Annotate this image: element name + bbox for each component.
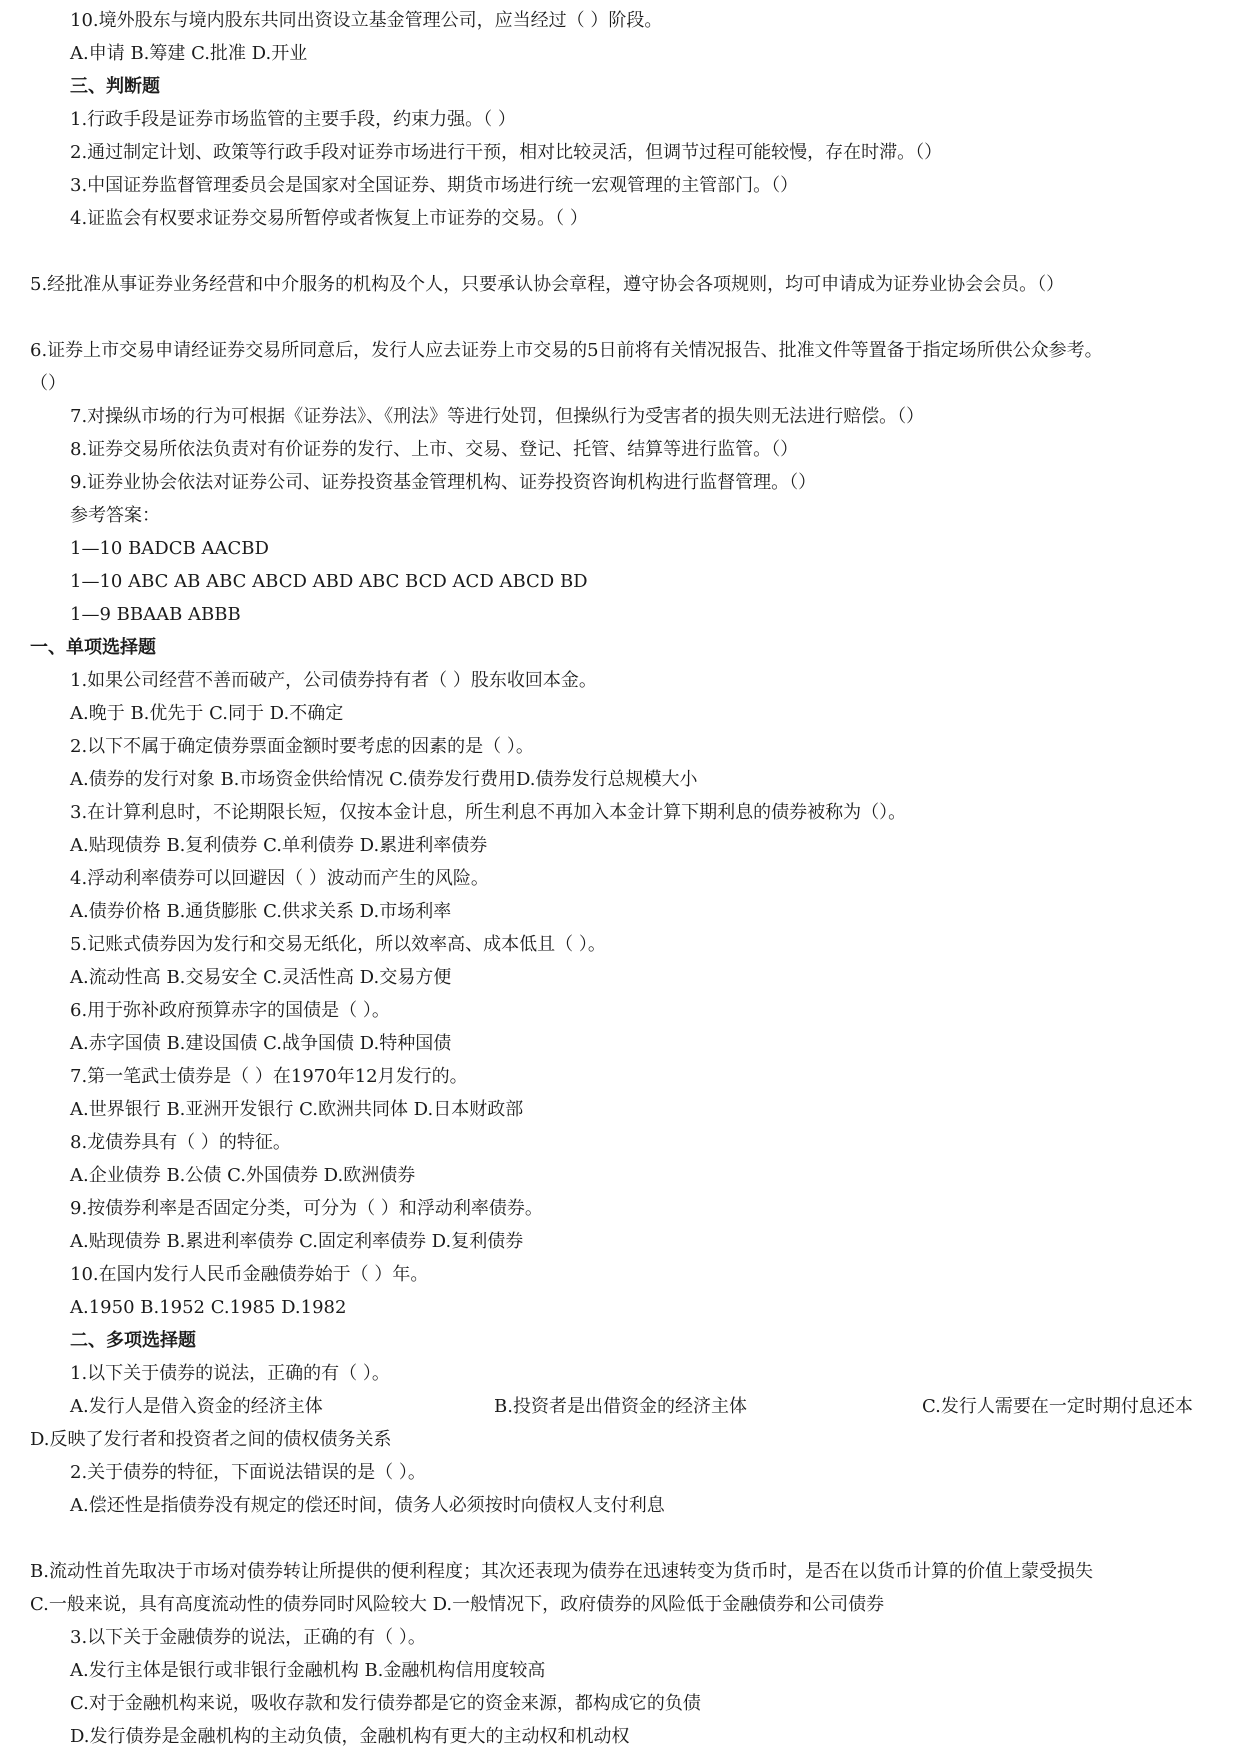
multi-question-2-option-cd: C.一般来说，具有高度流动性的债券同时风险较大 D.一般情况下，政府债券的风险低于金融债券和公司债券 xyxy=(30,1594,885,1615)
judge-item-3: 3.中国证券监督管理委员会是国家对全国证券、期货市场进行统一宏观管理的主管部门。（） xyxy=(70,175,799,196)
single-question-6: 6.用于弥补政府预算赤字的国债是（ ）。 xyxy=(70,1000,390,1021)
section-heading-multi: 二、多项选择题 xyxy=(70,1330,196,1351)
single-question-5: 5.记账式债券因为发行和交易无纸化，所以效率高、成本低且（ ）。 xyxy=(70,934,606,955)
multi-question-2: 2.关于债券的特征，下面说法错误的是（ ）。 xyxy=(70,1462,426,1483)
section-heading-judge: 三、判断题 xyxy=(70,76,160,97)
single-question-2: 2.以下不属于确定债券票面金额时要考虑的因素的是（ ）。 xyxy=(70,736,534,757)
single-question-1: 1.如果公司经营不善而破产，公司债券持有者（ ）股东收回本金。 xyxy=(70,670,597,691)
single-question-6-options: A.赤字国债 B.建设国债 C.战争国债 D.特种国债 xyxy=(70,1033,452,1054)
multi-question-1-option-b: B.投资者是出借资金的经济主体 xyxy=(494,1396,747,1417)
judge-item-9: 9.证券业协会依法对证券公司、证券投资基金管理机构、证券投资咨询机构进行监督管理。（） xyxy=(70,472,817,493)
section-heading-single: 一、单项选择题 xyxy=(30,637,156,658)
multi-question-3-options-ab: A.发行主体是银行或非银行金融机构 B.金融机构信用度较高 xyxy=(70,1660,546,1681)
judge-item-5: 5.经批准从事证券业务经营和中介服务的机构及个人，只要承认协会章程，遵守协会各项规则，均可申请成为证券业协会会员。（） xyxy=(30,274,1065,295)
judge-item-6-cont: （） xyxy=(30,373,66,394)
single-question-8-options: A.企业债券 B.公债 C.外国债券 D.欧洲债券 xyxy=(70,1165,416,1186)
judge-item-8: 8.证券交易所依法负责对有价证券的发行、上市、交易、登记、托管、结算等进行监管。（） xyxy=(70,439,799,460)
judge-item-4: 4.证监会有权要求证券交易所暂停或者恢复上市证券的交易。（ ） xyxy=(70,208,588,229)
single-question-9-options: A.贴现债券 B.累进利率债券 C.固定利率债券 D.复利债券 xyxy=(70,1231,524,1252)
multi-question-3-option-d: D.发行债券是金融机构的主动负债，金融机构有更大的主动权和机动权 xyxy=(70,1726,630,1747)
single-question-3-options: A.贴现债券 B.复利债券 C.单利债券 D.累进利率债券 xyxy=(70,835,488,856)
single-question-10: 10.在国内发行人民币金融债券始于（ ）年。 xyxy=(70,1264,429,1285)
single-question-9: 9.按债券利率是否固定分类，可分为（ ）和浮动利率债券。 xyxy=(70,1198,543,1219)
multi-question-1-option-d: D.反映了发行者和投资者之间的债权债务关系 xyxy=(30,1429,392,1450)
multi-question-1-option-a: A.发行人是借入资金的经济主体 xyxy=(70,1396,323,1417)
multi-question-1-option-c: C.发行人需要在一定时期付息还本 xyxy=(922,1396,1193,1417)
answers-label: 参考答案： xyxy=(70,505,160,526)
single-question-2-options: A.债券的发行对象 B.市场资金供给情况 C.债券发行费用D.债券发行总规模大小 xyxy=(70,769,698,790)
multi-question-3-option-c: C.对于金融机构来说，吸收存款和发行债券都是它的资金来源，都构成它的负债 xyxy=(70,1693,701,1714)
judge-item-2: 2.通过制定计划、政策等行政手段对证券市场进行干预，相对比较灵活，但调节过程可能较慢，存在时滞。（） xyxy=(70,142,943,163)
single-question-7-options: A.世界银行 B.亚洲开发银行 C.欧洲共同体 D.日本财政部 xyxy=(70,1099,524,1120)
answer-line-1: 1—10 BADCB AACBD xyxy=(70,538,269,559)
single-question-10-options: A.1950 B.1952 C.1985 D.1982 xyxy=(70,1297,347,1318)
answer-line-2: 1—10 ABC AB ABC ABCD ABD ABC BCD ACD ABCD BD xyxy=(70,571,588,592)
single-question-4-options: A.债券价格 B.通货膨胀 C.供求关系 D.市场利率 xyxy=(70,901,452,922)
question-10-prev: 10.境外股东与境内股东共同出资设立基金管理公司，应当经过（ ）阶段。 xyxy=(70,10,663,31)
judge-item-1: 1.行政手段是证券市场监管的主要手段，约束力强。（ ） xyxy=(70,109,516,130)
judge-item-7: 7.对操纵市场的行为可根据《证券法》、《刑法》等进行处罚，但操纵行为受害者的损失则无法进行赔偿。（） xyxy=(70,406,925,427)
multi-question-2-option-b: B.流动性首先取决于市场对债券转让所提供的便利程度；其次还表现为债券在迅速转变为货币时，是否在以货币计算的价值上蒙受损失 xyxy=(30,1561,1093,1582)
question-10-prev-options: A.申请 B.筹建 C.批准 D.开业 xyxy=(70,43,308,64)
multi-question-1: 1.以下关于债券的说法，正确的有（ ）。 xyxy=(70,1363,390,1384)
judge-item-6: 6.证券上市交易申请经证券交易所同意后，发行人应去证券上市交易的5日前将有关情况报告、批准文件等置备于指定场所供公众参考。 xyxy=(30,340,1103,361)
single-question-7: 7.第一笔武士债券是（ ）在1970年12月发行的。 xyxy=(70,1066,468,1087)
single-question-8: 8.龙债券具有（ ）的特征。 xyxy=(70,1132,291,1153)
single-question-5-options: A.流动性高 B.交易安全 C.灵活性高 D.交易方便 xyxy=(70,967,452,988)
answer-line-3: 1—9 BBAAB ABBB xyxy=(70,604,241,625)
single-question-3: 3.在计算利息时，不论期限长短，仅按本金计息，所生利息不再加入本金计算下期利息的债券被称为（）。 xyxy=(70,802,907,823)
multi-question-2-option-a: A.偿还性是指债券没有规定的偿还时间，债务人必须按时向债权人支付利息 xyxy=(70,1495,665,1516)
multi-question-3: 3.以下关于金融债券的说法，正确的有（ ）。 xyxy=(70,1627,426,1648)
single-question-1-options: A.晚于 B.优先于 C.同于 D.不确定 xyxy=(70,703,344,724)
single-question-4: 4.浮动利率债券可以回避因（ ）波动而产生的风险。 xyxy=(70,868,489,889)
